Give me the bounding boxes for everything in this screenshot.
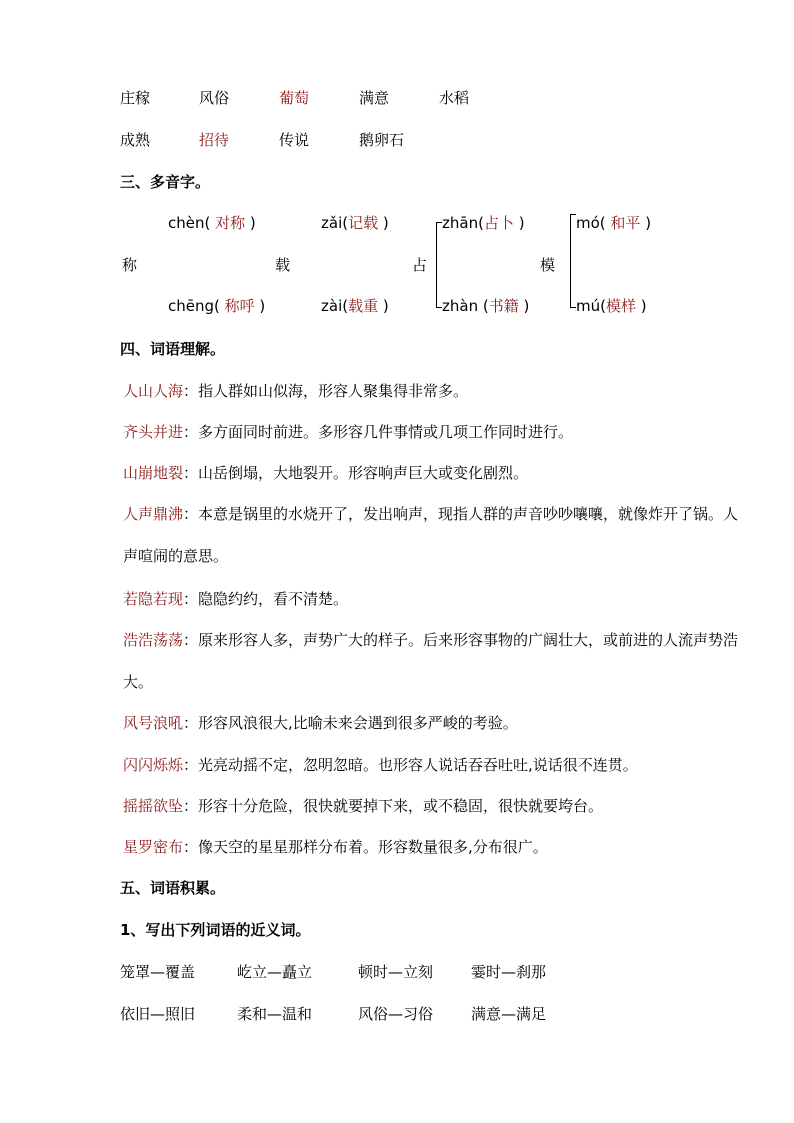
synonym-pair: 柔和—温和 xyxy=(237,1005,313,1023)
definition-item xyxy=(91,744,743,786)
section-4-heading: 四、词语理解。 xyxy=(120,340,226,358)
definition: ：隐隐约约，看不清楚。 xyxy=(183,590,349,608)
vocab-word: 满意 xyxy=(359,89,390,107)
polyphone-bottom: zhàn (书籍 ) xyxy=(442,297,530,315)
polyphone-bottom: zài(载重 ) xyxy=(321,297,389,315)
definition: ：本意是锅里的水烧开了，发出响声，现指人群的声音吵吵嚷嚷，就像炸开了锅。人声喧闹的意思。 xyxy=(123,505,739,565)
term: 风号浪吼 xyxy=(123,714,184,732)
definition-item xyxy=(91,370,743,412)
definition-item xyxy=(91,826,743,868)
example-word: 书籍 xyxy=(488,297,519,315)
polyphone-char: 模 xyxy=(540,256,556,274)
term: 若隐若现 xyxy=(123,590,184,608)
term: 摇摇欲坠 xyxy=(123,797,184,815)
polyphone-top: mó( 和平 ) xyxy=(576,214,652,232)
synonym-pair: 顿时—立刻 xyxy=(358,963,434,981)
definition-item xyxy=(91,578,743,620)
vocab-word: 风俗 xyxy=(199,89,230,107)
pinyin: chèn xyxy=(168,214,205,232)
pinyin: zài xyxy=(321,297,343,315)
polyphone-top: zhān(占卜 ) xyxy=(442,214,525,232)
polyphone-char: 称 xyxy=(122,256,138,274)
vocab-word: 成熟 xyxy=(120,131,151,149)
pinyin: mú xyxy=(576,297,601,315)
section-5-subheading: 1、写出下列词语的近义词。 xyxy=(120,921,311,939)
example-word: 称呼 xyxy=(224,297,255,315)
section-5-heading: 五、词语积累。 xyxy=(120,879,226,897)
term: 齐头并进 xyxy=(123,423,184,441)
synonym-pair: 风俗—习俗 xyxy=(358,1005,434,1023)
example-word: 模样 xyxy=(605,297,636,315)
vocab-word: 水稻 xyxy=(439,89,470,107)
synonym-pair: 依旧—照旧 xyxy=(120,1005,196,1023)
term: 人声鼎沸 xyxy=(123,505,184,523)
term: 闪闪烁烁 xyxy=(123,756,184,774)
synonym-pair: 霎时—刹那 xyxy=(471,963,547,981)
synonym-pair: 笼罩—覆盖 xyxy=(120,963,196,981)
definition: ：指人群如山似海，形容人聚集得非常多。 xyxy=(183,382,469,400)
polyphone-char: 载 xyxy=(275,256,291,274)
definition: ：形容十分危险，很快就要掉下来，或不稳固，很快就要垮台。 xyxy=(183,797,604,815)
vocab-word: 招待 xyxy=(199,131,230,149)
definition-item xyxy=(91,411,743,453)
definition: ：光亮动摇不定，忽明忽暗。也形容人说话吞吞吐吐,说话很不连贯。 xyxy=(183,756,638,774)
example-word: 记载 xyxy=(348,214,379,232)
example-word: 载重 xyxy=(348,297,379,315)
polyphone-top: zǎi(记载 ) xyxy=(321,214,389,232)
term: 星罗密布 xyxy=(123,838,184,856)
definition: ：山岳倒塌，大地裂开。形容响声巨大或变化剧烈。 xyxy=(183,464,529,482)
pinyin: mó xyxy=(576,214,600,232)
example-word: 占卜 xyxy=(483,214,514,232)
term: 浩浩荡荡 xyxy=(123,631,184,649)
vocab-word: 葡萄 xyxy=(279,89,310,107)
definition: ：像天空的星星那样分布着。形容数量很多,分布很广。 xyxy=(183,838,548,856)
polyphone-bottom: chēng( 称呼 ) xyxy=(168,297,266,315)
vocab-word: 传说 xyxy=(279,131,310,149)
definition-item xyxy=(91,619,743,703)
pinyin: zhàn xyxy=(442,297,479,315)
definition-item xyxy=(91,452,743,494)
definition: ：形容风浪很大,比喻未来会遇到很多严峻的考验。 xyxy=(183,714,518,732)
vocab-word: 庄稼 xyxy=(120,89,151,107)
definition: ：原来形容人多，声势广大的样子。后来形容事物的广阔壮大，或前进的人流声势浩大。 xyxy=(123,631,739,691)
vocab-word: 鹅卵石 xyxy=(359,131,405,149)
pinyin: chēng xyxy=(168,297,215,315)
term: 山崩地裂 xyxy=(123,464,184,482)
polyphone-char: 占 xyxy=(412,256,428,274)
definition: ：多方面同时前进。多形容几件事情或几项工作同时进行。 xyxy=(183,423,574,441)
synonym-pair: 屹立—矗立 xyxy=(237,963,313,981)
definition-item xyxy=(91,702,743,744)
term: 人山人海 xyxy=(123,382,184,400)
pinyin: zǎi xyxy=(321,214,343,232)
definition-item xyxy=(91,785,743,827)
polyphone-bottom: mú(模样 ) xyxy=(576,297,647,315)
synonym-pair: 满意—满足 xyxy=(471,1005,547,1023)
polyphone-top: chèn( 对称 ) xyxy=(168,214,256,232)
example-word: 对称 xyxy=(215,214,246,232)
definition-item xyxy=(91,493,743,577)
example-word: 和平 xyxy=(610,214,641,232)
section-3-heading: 三、多音字。 xyxy=(120,173,211,191)
pinyin: zhān xyxy=(442,214,479,232)
